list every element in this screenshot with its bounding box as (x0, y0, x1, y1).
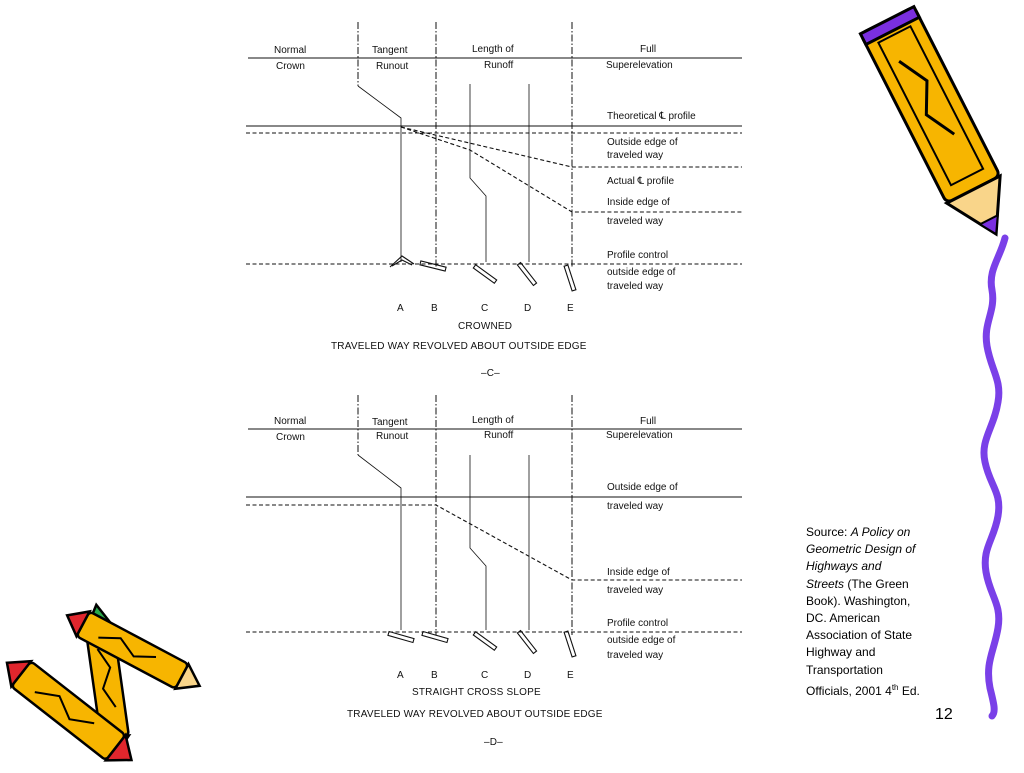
station-c-d: C (481, 670, 489, 681)
diagram-tag-d: –D– (484, 737, 503, 748)
station-line-c-d (470, 455, 486, 630)
label-inside-edge-2: traveled way (607, 216, 664, 227)
station-c: C (481, 303, 489, 314)
label-control-traveled-d: traveled way (607, 650, 664, 661)
header-runout-d: Runout (376, 431, 409, 442)
station-e: E (567, 303, 574, 314)
header-full-d: Full (640, 416, 657, 427)
header-crown-d: Crown (276, 432, 305, 443)
header-runoff-d: Runoff (484, 430, 514, 441)
source-sup: th (891, 682, 899, 692)
label-outside-edge-d-2: traveled way (607, 501, 664, 512)
label-profile-control: Profile control (607, 250, 669, 261)
source-suffix: Ed. (898, 683, 920, 698)
header-normal-d: Normal (274, 416, 307, 427)
station-e-d: E (567, 670, 574, 681)
header-length-of-d: Length of (472, 415, 514, 426)
label-actual: Actual ℄ profile (607, 176, 675, 187)
station-b: B (431, 303, 438, 314)
header-superelevation: Superelevation (606, 60, 673, 71)
diagram-tag-c: –C– (481, 368, 500, 379)
label-control-outside: outside edge of (607, 267, 676, 278)
label-outside-edge-2: traveled way (607, 150, 664, 161)
source-title: A Policy on Geometric Design of Highways and Streets (806, 525, 916, 591)
source-prefix: Source: (806, 525, 851, 539)
squiggle-decoration (984, 238, 1005, 716)
section-b-symbol-d (422, 631, 448, 642)
station-d: D (524, 303, 532, 314)
cross-sections (390, 256, 576, 291)
station-d-d: D (524, 670, 532, 681)
header-crown: Crown (276, 61, 305, 72)
header-runoff: Runoff (484, 60, 514, 71)
section-c-symbol-d (473, 632, 496, 651)
source-citation (806, 524, 920, 700)
label-outside-edge: Outside edge of (607, 137, 678, 148)
station-line-a-d (358, 455, 401, 630)
label-control-outside-d: outside edge of (607, 635, 676, 646)
section-b-symbol (420, 261, 446, 271)
label-theoretical: Theoretical ℄ profile (607, 111, 696, 122)
label-inside-edge: Inside edge of (607, 197, 670, 208)
station-line-c (470, 84, 486, 262)
caption-revolved-c: TRAVELED WAY REVOLVED ABOUT OUTSIDE EDGE (331, 341, 587, 352)
header-runout: Runout (376, 61, 409, 72)
station-b-d: B (431, 670, 438, 681)
header-tangent-d: Tangent (372, 417, 408, 428)
section-e-symbol-d (564, 631, 576, 657)
header-superelevation-d: Superelevation (606, 430, 673, 441)
label-control-traveled: traveled way (607, 281, 664, 292)
cross-sections-d (388, 631, 576, 657)
caption-revolved-d: TRAVELED WAY REVOLVED ABOUT OUTSIDE EDGE (347, 709, 603, 720)
section-c-symbol (473, 265, 496, 284)
caption-straight-cross-slope: STRAIGHT CROSS SLOPE (412, 687, 541, 698)
section-a-symbol-d (388, 631, 414, 642)
pencil-top-right-icon (860, 7, 1022, 248)
station-line-a (358, 86, 401, 262)
label-inside-edge-d: Inside edge of (607, 567, 670, 578)
label-inside-edge-d-2: traveled way (607, 585, 664, 596)
station-a: A (397, 303, 404, 314)
diagram-straight-cross-slope (246, 395, 742, 748)
header-length-of: Length of (472, 44, 514, 55)
page-number: 12 (935, 706, 953, 723)
section-d-symbol (517, 263, 536, 286)
diagram-crowned (246, 22, 742, 379)
caption-crowned: CROWNED (458, 321, 513, 332)
header-tangent: Tangent (372, 45, 408, 56)
label-profile-control-d: Profile control (607, 618, 669, 629)
station-a-d: A (397, 670, 404, 681)
section-e-symbol (564, 265, 576, 291)
label-outside-edge-d: Outside edge of (607, 482, 678, 493)
source-rest: (The Green Book). Washington, DC. American Association of State Highway and Transportation Officials, 2001 4 (806, 576, 913, 698)
section-d-symbol-d (517, 631, 536, 654)
header-full: Full (640, 44, 657, 55)
header-normal: Normal (274, 45, 307, 56)
pencil-right-icon (61, 603, 207, 698)
